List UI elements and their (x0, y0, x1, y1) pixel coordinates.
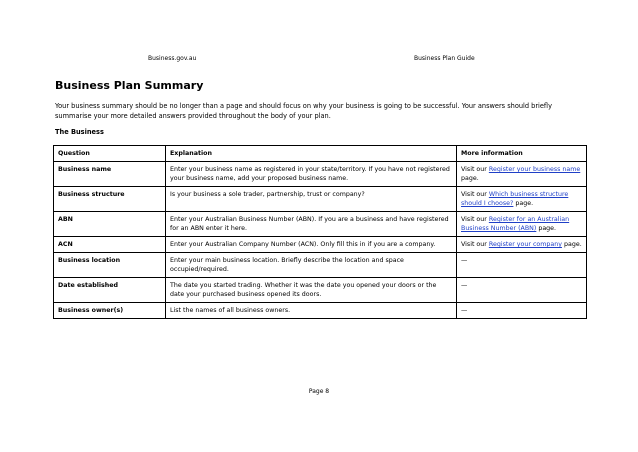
table-row (54, 278, 587, 303)
explanation-cell: Is your business a sole trader, partnership, trust or company? (166, 187, 457, 212)
table-row (54, 187, 587, 212)
register-company-link[interactable]: Register your company (488, 241, 562, 248)
table-row (54, 212, 587, 237)
question-cell: Business owner(s) (54, 303, 166, 319)
column-header-question: Question (54, 146, 166, 162)
header-guide-name: Business Plan Guide (414, 55, 475, 62)
more-information-cell (457, 187, 587, 212)
explanation-cell: The date you started trading. Whether it was the date you opened your doors or the date your purchased business opened its doors. (166, 278, 457, 303)
register-abn-link[interactable]: Register for an Australian Business Number (ABN) (461, 216, 570, 232)
more-information-cell (457, 162, 587, 187)
question-cell: ABN (54, 212, 166, 237)
more-information-cell: — (457, 253, 587, 278)
table-row (54, 162, 587, 187)
more-information-cell: — (457, 303, 587, 319)
section-heading: The Business (55, 128, 104, 136)
register-business-name-link[interactable]: Register your business name (488, 166, 581, 173)
intro-paragraph: Your business summary should be no longer than a page and should focus on why your business is going to be successful. Your answers should briefly summarise your more detailed answers provided throughout the body of your plan. (55, 102, 552, 120)
info-suffix: page. (561, 241, 582, 248)
question-cell: Business name (54, 162, 166, 187)
summary-table (53, 145, 587, 319)
explanation-cell: Enter your Australian Company Number (ACN). Only fill this in if you are a company. (166, 237, 457, 253)
explanation-cell: List the names of all business owners. (166, 303, 457, 319)
page-number: Page 8 (308, 388, 330, 395)
table-row (54, 253, 587, 278)
page-title: Business Plan Summary (55, 79, 204, 92)
table-header-row (54, 146, 587, 162)
more-information-cell (457, 212, 587, 237)
question-cell: Date established (54, 278, 166, 303)
table-row (54, 303, 587, 319)
header-site-name: Business.gov.au (148, 55, 197, 62)
info-suffix: page. (513, 200, 534, 207)
explanation-cell: Enter your business name as registered in your state/territory. If you have not registered your business name, add your proposed business name. (166, 162, 457, 187)
question-cell: Business location (54, 253, 166, 278)
more-information-cell: — (457, 278, 587, 303)
info-prefix: Visit our (461, 191, 489, 198)
question-cell: Business structure (54, 187, 166, 212)
business-structure-link[interactable]: Which business structure should I choose? (461, 191, 569, 207)
info-suffix: page. (536, 225, 557, 232)
column-header-more-information: More information (457, 146, 587, 162)
info-prefix: Visit our (461, 166, 489, 173)
explanation-cell: Enter your main business location. Briefly describe the location and space occupied/required. (166, 253, 457, 278)
info-prefix: Visit our (461, 241, 489, 248)
info-suffix: page. (461, 175, 479, 182)
info-prefix: Visit our (461, 216, 489, 223)
question-cell: ACN (54, 237, 166, 253)
more-information-cell (457, 237, 587, 253)
explanation-cell: Enter your Australian Business Number (ABN). If you are a business and have registered for an ABN enter it here. (166, 212, 457, 237)
table-row (54, 237, 587, 253)
column-header-explanation: Explanation (166, 146, 457, 162)
